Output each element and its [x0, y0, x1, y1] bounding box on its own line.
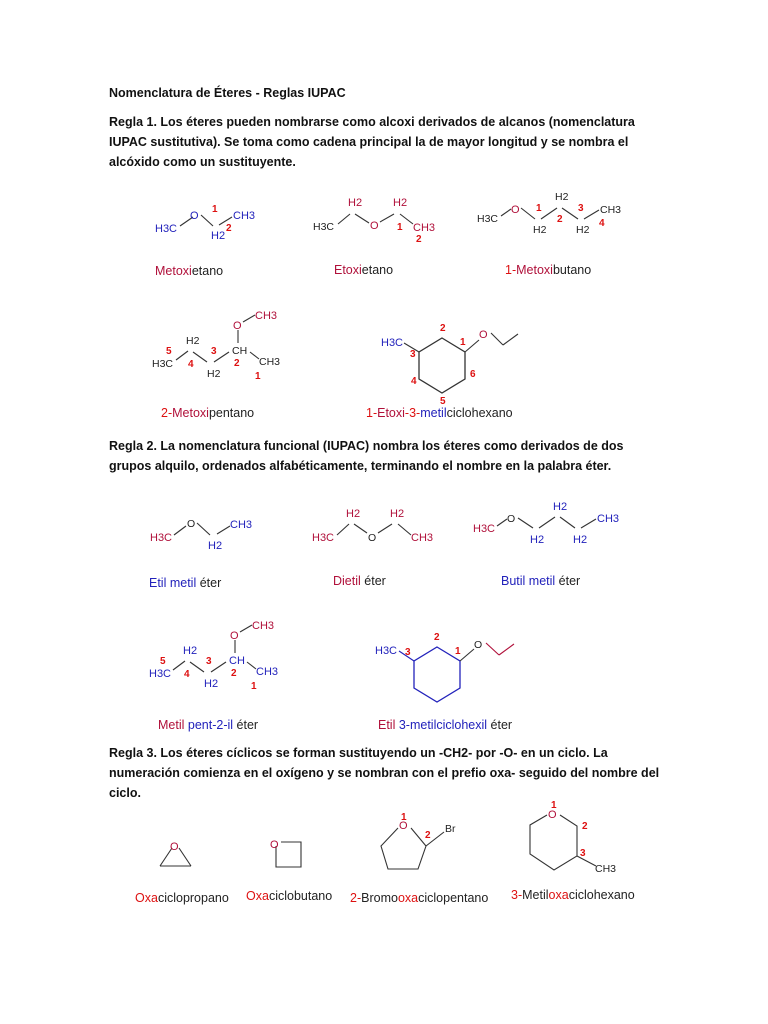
caption-part: pent-2-il — [187, 718, 234, 732]
atom: CH — [229, 655, 245, 667]
locant: 2 — [557, 214, 563, 225]
atom: O — [399, 820, 408, 832]
atom: Br — [445, 823, 456, 835]
caption-part: Dietil — [333, 574, 361, 588]
atom: O — [511, 204, 520, 216]
atom: H2 — [576, 224, 590, 236]
atom: H3C — [477, 213, 499, 225]
rule-1-lead: Regla 1. — [109, 115, 157, 129]
structure-metil-pent-2-il-eter — [149, 620, 278, 692]
caption-part: ciclopentano — [418, 891, 489, 905]
atom: O — [230, 630, 239, 642]
atom: O — [190, 210, 199, 222]
caption-etil-metil-eter — [149, 576, 221, 590]
atom: H2 — [553, 501, 568, 513]
page-title: Nomenclatura de Éteres - Reglas IUPAC — [109, 86, 346, 100]
caption-part: éter — [233, 718, 259, 732]
atom: H3C — [155, 223, 178, 235]
atom: CH3 — [595, 863, 617, 875]
caption-part: pentano — [208, 406, 255, 420]
structure-etil-metil-eter — [150, 518, 252, 552]
atom: H2 — [183, 645, 198, 657]
caption-part: oxa — [397, 891, 419, 905]
caption-3-metiloxaciclohexano — [511, 888, 635, 902]
structure-1-etoxi-3-metilciclohexano — [381, 323, 518, 407]
atom: CH — [232, 345, 248, 357]
caption-part: etano — [361, 263, 394, 277]
atom: H3C — [473, 523, 496, 535]
locant: 5 — [166, 346, 172, 357]
atom: CH3 — [600, 204, 622, 216]
rule-3-text: Los éteres cíclicos se forman sustituyendo un -CH2- por -O- en un ciclo. La numeración comienza en el oxígeno y se nombran con el prefio oxa- seguido del nombre del ciclo. — [109, 746, 660, 800]
structure-butil-metil-eter — [473, 501, 619, 546]
atom: H3C — [152, 358, 174, 370]
atom: O — [368, 532, 377, 544]
caption-part: 2- — [161, 406, 173, 420]
locant: 1 — [551, 800, 557, 811]
caption-etil-3-metilciclohexil-eter — [378, 718, 512, 732]
caption-metil-pent-2-il-eter — [158, 718, 258, 732]
caption-part: éter — [196, 576, 222, 590]
locant: 4 — [188, 359, 194, 370]
locant: 3 — [410, 349, 416, 360]
atom: H3C — [313, 221, 335, 233]
caption-part: -3- — [404, 406, 421, 420]
caption-part: ciclobutano — [268, 889, 333, 903]
locant: 2 — [226, 223, 232, 234]
locant: 1 — [397, 222, 403, 233]
caption-part: ciclopropano — [157, 891, 229, 905]
caption-part: ciclohexano — [568, 888, 635, 902]
atom: H3C — [381, 337, 404, 349]
atom: H2 — [211, 230, 226, 242]
locant: 3 — [578, 203, 584, 214]
locant: 3 — [405, 647, 411, 658]
atom: H2 — [390, 508, 405, 520]
caption-dietil-eter — [333, 574, 386, 588]
atom: H2 — [393, 197, 408, 209]
caption-part: Etil metil — [149, 576, 197, 590]
rule-3-lead: Regla 3. — [109, 746, 157, 760]
caption-part: Butil metil — [501, 574, 556, 588]
atom: CH3 — [230, 519, 253, 531]
atom: H2 — [207, 368, 221, 380]
atom: H2 — [348, 197, 363, 209]
locant: 4 — [599, 218, 605, 229]
atom: O — [507, 513, 516, 525]
caption-part: Oxa — [246, 889, 269, 903]
structure-etil-3-metilciclohexil-eter — [375, 632, 514, 702]
caption-part: Metoxi — [155, 264, 192, 278]
structure-etoxietano — [313, 197, 435, 245]
locant: 3 — [211, 346, 217, 357]
atom: H3C — [150, 532, 173, 544]
atom: H2 — [346, 508, 361, 520]
atom: H3C — [375, 645, 398, 657]
atom: H2 — [204, 678, 219, 690]
atom: H2 — [533, 224, 547, 236]
atom: O — [170, 841, 179, 853]
atom: O — [370, 220, 379, 232]
locant: 1 — [251, 681, 257, 692]
rule-2-text: La nomenclatura funcional (IUPAC) nombra los éteres como derivados de dos grupos alquilo, ordenados alfabéticamente, terminando el nombre en la palabra éter. — [109, 439, 624, 473]
caption-part: Oxa — [135, 891, 158, 905]
locant: 3 — [206, 656, 212, 667]
atom: CH3 — [259, 356, 281, 368]
structure-3-metiloxaciclohexano — [530, 800, 616, 875]
atom: O — [233, 320, 242, 332]
locant: 1 — [255, 371, 261, 382]
atom: CH3 — [411, 532, 434, 544]
locant: 3 — [580, 848, 586, 859]
caption-part: Metil — [158, 718, 188, 732]
atom: CH3 — [233, 210, 256, 222]
atom: H2 — [555, 191, 569, 203]
caption-part: Metoxi — [516, 263, 553, 277]
structure-oxaciclopropano — [160, 841, 191, 866]
structure-2-metoxipentano — [152, 310, 280, 382]
caption-1-metoxibutano — [505, 263, 591, 277]
caption-part: oxa — [548, 888, 569, 902]
atom: H2 — [530, 534, 545, 546]
caption-part: 3- — [511, 888, 523, 902]
atom: H3C — [149, 668, 172, 680]
caption-part: éter — [360, 574, 386, 588]
caption-part: ciclohexano — [446, 406, 513, 420]
caption-part: metil — [420, 406, 447, 420]
rule-1-text: Los éteres pueden nombrarse como alcoxi derivados de alcanos (nomenclatura IUPAC sustitutiva). Se toma como cadena principal la de mayor longitud y se nombra el alcóxido como un sustituyente. — [109, 115, 635, 169]
structure-metoxietano — [155, 204, 255, 242]
locant: 1 — [460, 337, 466, 348]
caption-part: Bromo — [361, 891, 398, 905]
caption-part: 3-metilciclohexil — [395, 718, 488, 732]
atom: CH3 — [252, 620, 275, 632]
atom: CH3 — [413, 222, 436, 234]
atom: CH3 — [597, 513, 620, 525]
locant: 5 — [440, 396, 446, 407]
caption-part: Etoxi — [377, 406, 405, 420]
caption-2-bromooxaciclopentano — [350, 891, 488, 905]
locant: 1 — [401, 812, 407, 823]
atom: H2 — [186, 335, 200, 347]
caption-oxaciclobutano — [246, 889, 332, 903]
locant: 5 — [160, 656, 166, 667]
caption-part: Metoxi — [172, 406, 209, 420]
locant: 2 — [440, 323, 446, 334]
atom: O — [474, 639, 483, 651]
caption-part: éter — [555, 574, 581, 588]
rule-2-lead: Regla 2. — [109, 439, 157, 453]
caption-part: 1- — [366, 406, 378, 420]
caption-part: 2- — [350, 891, 362, 905]
locant: 6 — [470, 369, 476, 380]
caption-part: Metil — [522, 888, 549, 902]
caption-metoxietano — [155, 264, 223, 278]
locant: 2 — [582, 821, 588, 832]
atom: H2 — [208, 540, 223, 552]
atom: CH3 — [255, 310, 278, 322]
atom: H3C — [312, 532, 335, 544]
caption-1-etoxi-3-metilciclohexano — [366, 406, 513, 420]
locant: 4 — [184, 669, 190, 680]
caption-part: 1- — [505, 263, 517, 277]
structure-dietil-eter — [312, 508, 433, 544]
structure-2-bromooxaciclopentano — [381, 812, 456, 869]
locant: 2 — [434, 632, 440, 643]
atom: CH3 — [256, 666, 279, 678]
structure-1-metoxibutano — [477, 191, 621, 236]
caption-etoxietano — [334, 263, 393, 277]
atom: O — [548, 809, 557, 821]
caption-part: Etoxi — [334, 263, 362, 277]
caption-butil-metil-eter — [501, 574, 580, 588]
locant: 1 — [536, 203, 542, 214]
atom: O — [479, 329, 488, 341]
atom: H2 — [573, 534, 588, 546]
caption-part: Etil — [378, 718, 396, 732]
atom: O — [270, 839, 279, 851]
caption-part: etano — [191, 264, 224, 278]
caption-part: éter — [487, 718, 513, 732]
locant: 4 — [411, 376, 417, 387]
locant: 1 — [455, 646, 461, 657]
caption-part: butano — [552, 263, 592, 277]
atom: O — [187, 518, 196, 530]
locant: 2 — [416, 234, 422, 245]
locant: 1 — [212, 204, 218, 215]
locant: 2 — [231, 668, 237, 679]
structure-oxaciclobutano — [270, 839, 301, 867]
caption-oxaciclopropano — [135, 891, 229, 905]
locant: 2 — [234, 358, 240, 369]
caption-2-metoxipentano — [161, 406, 254, 420]
locant: 2 — [425, 830, 431, 841]
